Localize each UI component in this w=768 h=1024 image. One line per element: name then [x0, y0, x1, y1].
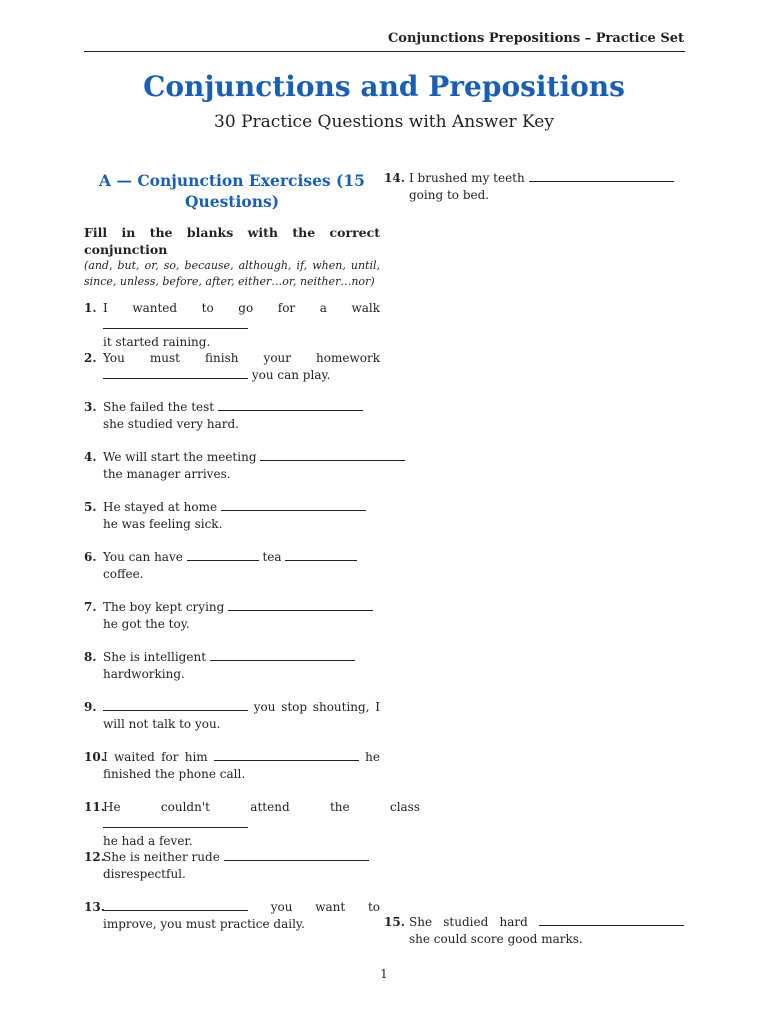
question-number: 10.: [84, 750, 105, 764]
answer-blank[interactable]: [221, 510, 366, 511]
question-text: you want to improve, you must practice daily.: [103, 900, 380, 931]
question-text: going to bed.: [409, 188, 490, 202]
question-number: 2.: [84, 351, 97, 365]
question-text: hardworking.: [103, 667, 185, 681]
question-text: She is neither rude: [103, 850, 220, 864]
question-text: he had a fever.: [103, 834, 193, 848]
question-text: You can have: [103, 550, 183, 564]
question-item: [84, 899, 380, 933]
question-text: he was feeling sick.: [103, 517, 223, 531]
answer-blank[interactable]: [103, 910, 248, 911]
page-number: 1: [380, 967, 388, 981]
question-number: 14.: [384, 171, 405, 185]
header-rule: [84, 51, 685, 52]
question-item: [84, 549, 380, 583]
question-text: She is intelligent: [103, 650, 207, 664]
question-item: [384, 914, 684, 948]
question-text: he finished the phone call.: [103, 750, 380, 781]
question-text: He couldn't attend the class: [103, 800, 420, 814]
question-number: 9.: [84, 700, 97, 714]
page-subtitle: 30 Practice Questions with Answer Key: [214, 112, 554, 132]
question-item: [84, 300, 380, 351]
answer-blank[interactable]: [187, 560, 259, 561]
question-text: tea: [262, 550, 282, 564]
question-text: she studied very hard.: [103, 417, 239, 431]
question-item: [84, 749, 380, 783]
question-number: 13.: [84, 900, 105, 914]
question-item: [84, 799, 420, 850]
question-item: [84, 399, 380, 433]
question-text: She studied hard: [409, 915, 528, 929]
question-item: [384, 170, 684, 204]
section-heading: A — Conjunction Exercises (15 Questions): [99, 171, 365, 211]
question-item: [84, 599, 380, 633]
question-item: [84, 649, 380, 683]
question-number: 1.: [84, 301, 97, 315]
question-text: We will start the meeting: [103, 450, 257, 464]
question-text: She failed the test: [103, 400, 215, 414]
question-text: The boy kept crying: [103, 600, 225, 614]
running-head: Conjunctions Prepositions – Practice Set: [387, 31, 684, 46]
question-number: 15.: [384, 915, 405, 929]
question-number: 4.: [84, 450, 97, 464]
answer-blank[interactable]: [529, 181, 674, 182]
answer-blank[interactable]: [103, 328, 248, 329]
question-text: it started raining.: [103, 335, 211, 349]
answer-blank[interactable]: [210, 660, 355, 661]
page-title: Conjunctions and Prepositions: [143, 70, 625, 103]
question-text: I brushed my teeth: [409, 171, 525, 185]
answer-blank[interactable]: [214, 760, 359, 761]
answer-blank[interactable]: [103, 827, 248, 828]
answer-blank[interactable]: [260, 460, 405, 461]
answer-blank[interactable]: [539, 925, 684, 926]
question-text: You must finish your homework: [103, 351, 380, 365]
question-number: 5.: [84, 500, 97, 514]
question-item: [84, 849, 380, 883]
conjunction-list: (and, but, or, so, because, although, if, when, until, since, unless, before, after, either…or, neither…nor): [84, 259, 380, 288]
question-number: 12.: [84, 850, 105, 864]
question-number: 6.: [84, 550, 97, 564]
instructions: Fill in the blanks with the correct conjunction: [84, 225, 380, 257]
question-number: 7.: [84, 600, 97, 614]
answer-blank[interactable]: [103, 710, 248, 711]
question-item: [84, 350, 380, 384]
question-text: I wanted to go for a walk: [103, 301, 380, 315]
question-item: [84, 699, 380, 733]
question-number: 8.: [84, 650, 97, 664]
question-item: [84, 499, 380, 533]
answer-blank[interactable]: [103, 378, 248, 379]
question-item: [84, 449, 406, 483]
question-text: the manager arrives.: [103, 467, 231, 481]
question-text: He stayed at home: [103, 500, 218, 514]
answer-blank[interactable]: [285, 560, 357, 561]
question-number: 11.: [84, 800, 105, 814]
question-text: disrespectful.: [103, 867, 186, 881]
question-text: coffee.: [103, 567, 144, 581]
question-number: 3.: [84, 400, 97, 414]
answer-blank[interactable]: [228, 610, 373, 611]
answer-blank[interactable]: [224, 860, 369, 861]
question-text: he got the toy.: [103, 617, 190, 631]
question-text: you stop shouting, I will not talk to you.: [103, 700, 380, 731]
question-text: you can play.: [251, 368, 331, 382]
question-text: I waited for him: [103, 750, 208, 764]
answer-blank[interactable]: [218, 410, 363, 411]
question-text: she could score good marks.: [409, 932, 583, 946]
